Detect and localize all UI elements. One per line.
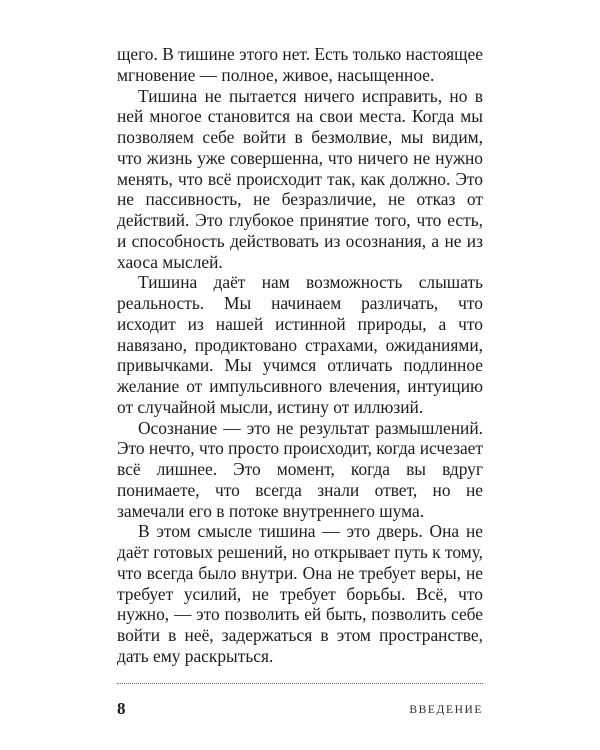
paragraph-4: Осознание — это не результат размышлений. Это нечто, что просто происходит, когда исчезает всё лишнее. Это момент, когда вы вдруг понимаете, что всегда знали ответ, но не замечали его в потоке внутреннего шума. [117,417,483,521]
body-text [117,44,483,667]
paragraph-5: В этом смысле тишина — это дверь. Она не даёт готовых решений, но открывает путь к тому, что всегда было внутри. Она не требует веры, не требует усилий, не требует борьбы. Всё, что нужно, — это позволить ей быть, позволить себе войти в неё, задержаться в этом пространстве, дать ему раскрыться. [117,521,483,666]
footer-divider [117,683,483,684]
paragraph-3: Тишина даёт нам возможность слышать реальность. Мы начинаем различать, что исходит из нашей истинной природы, а что навязано, продиктовано страхами, ожиданиями, привычками. Мы учимся отличать подлинное желание от импульсивного влечения, интуицию от случайной мысли, истину от иллюзий. [117,272,483,417]
page-number: 8 [117,699,126,718]
paragraph-2: Тишина не пытается ничего исправить, но в ней многое становится на свои места. Когда мы позволяем себе войти в безмолвие, мы видим, что жизнь уже совершенна, что ничего не нужно менять, что всё происходит так, как должно. Это не пассивность, не безразличие, не отказ от действий. Это глубокое принятие того, что есть, и способность действовать из осознания, а не из хаоса мыслей. [117,85,483,272]
running-head: ВВЕДЕНИЕ [409,704,483,716]
paragraph-1: щего. В тишине этого нет. Есть только настоящее мгновение — полное, живое, насыщенное. [117,44,483,85]
